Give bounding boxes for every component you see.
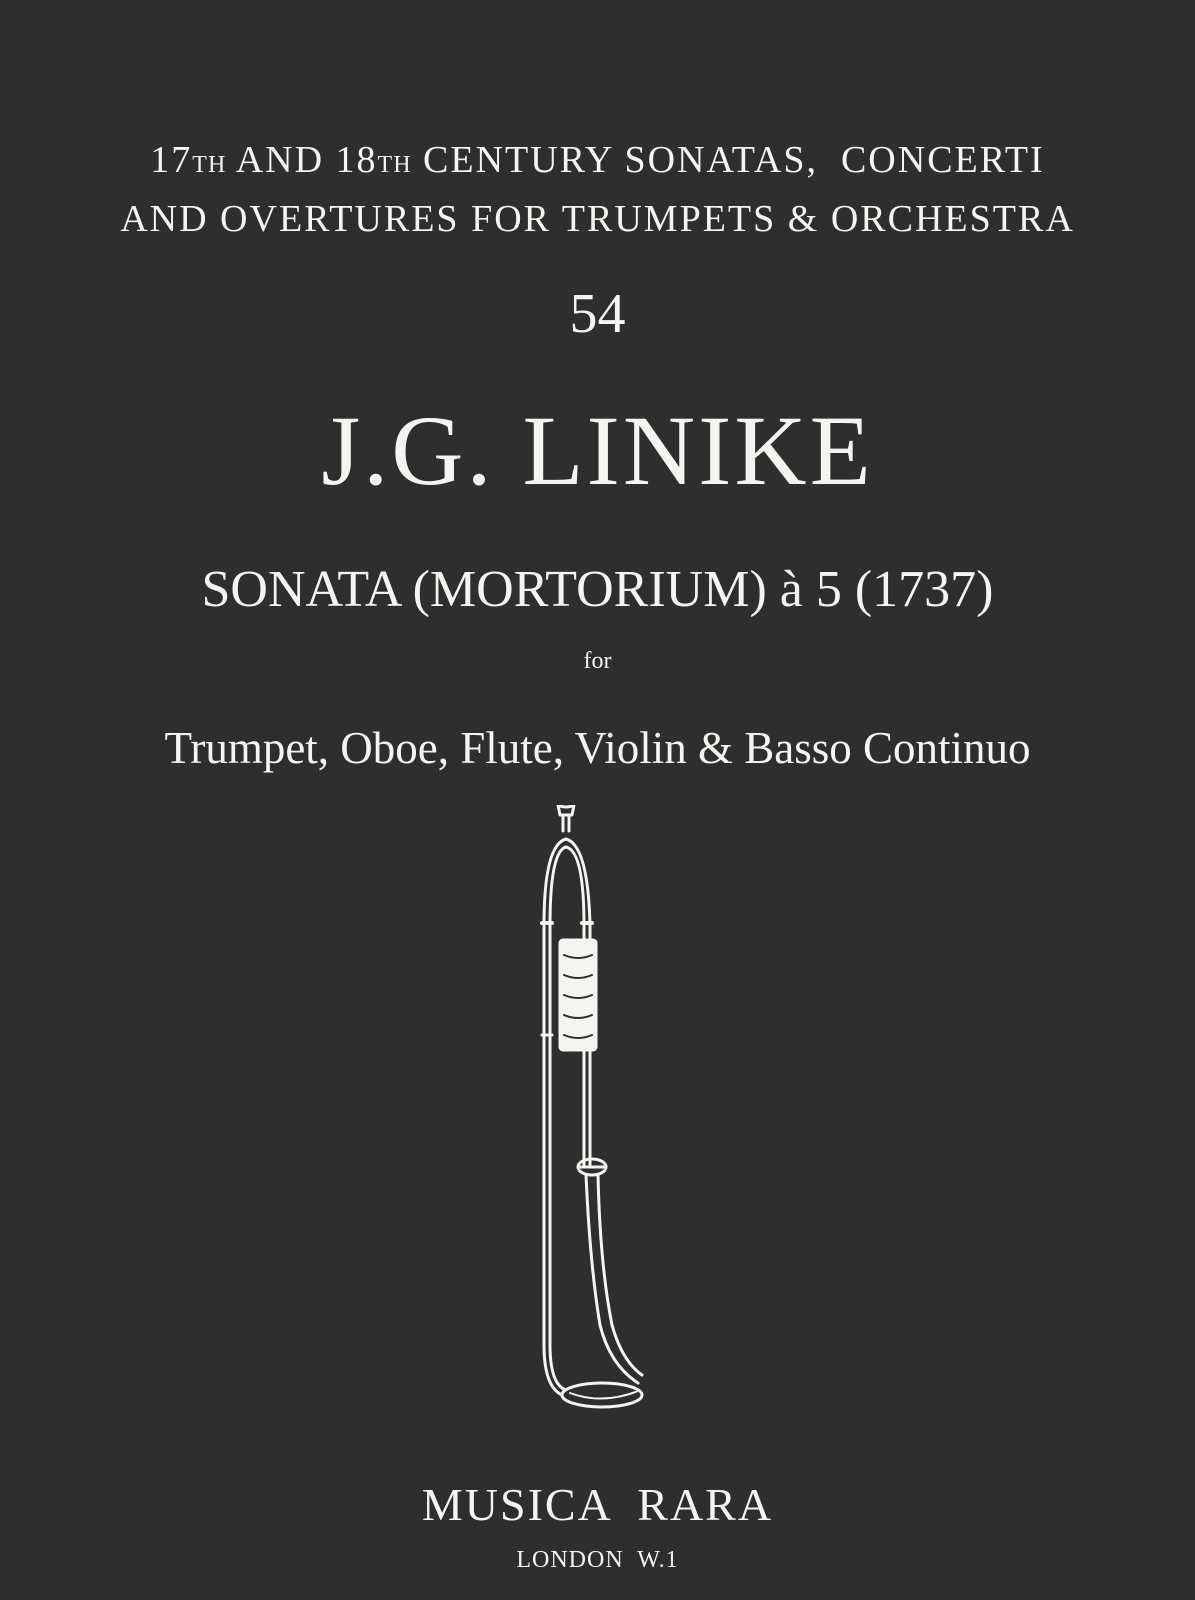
series-title-line-1 [0, 138, 1195, 182]
instrumentation: Trumpet, Oboe, Flute, Violin & Basso Continuo [164, 723, 1031, 773]
series-century-2: 18 [335, 139, 378, 181]
publisher-city: LONDON W.1 [516, 1547, 679, 1573]
for-label: for [583, 648, 612, 674]
natural-trumpet-icon [530, 805, 670, 1435]
series-century-1: 17 [150, 139, 193, 181]
volume-number: 54 [569, 283, 626, 345]
publisher-name: MUSICA RARA [421, 1479, 774, 1530]
work-title: SONATA (MORTORIUM) à 5 (1737) [201, 561, 994, 618]
series-title-line-2: AND OVERTURES FOR TRUMPETS & ORCHESTRA [120, 198, 1075, 240]
composer-name: J.G. LINIKE [321, 395, 874, 506]
series-and: AND [226, 139, 336, 181]
series-title-rest: CENTURY SONATAS, CONCERTI [411, 139, 1045, 181]
series-century-2-suffix: TH [377, 152, 412, 178]
series-century-1-suffix: TH [192, 152, 227, 178]
